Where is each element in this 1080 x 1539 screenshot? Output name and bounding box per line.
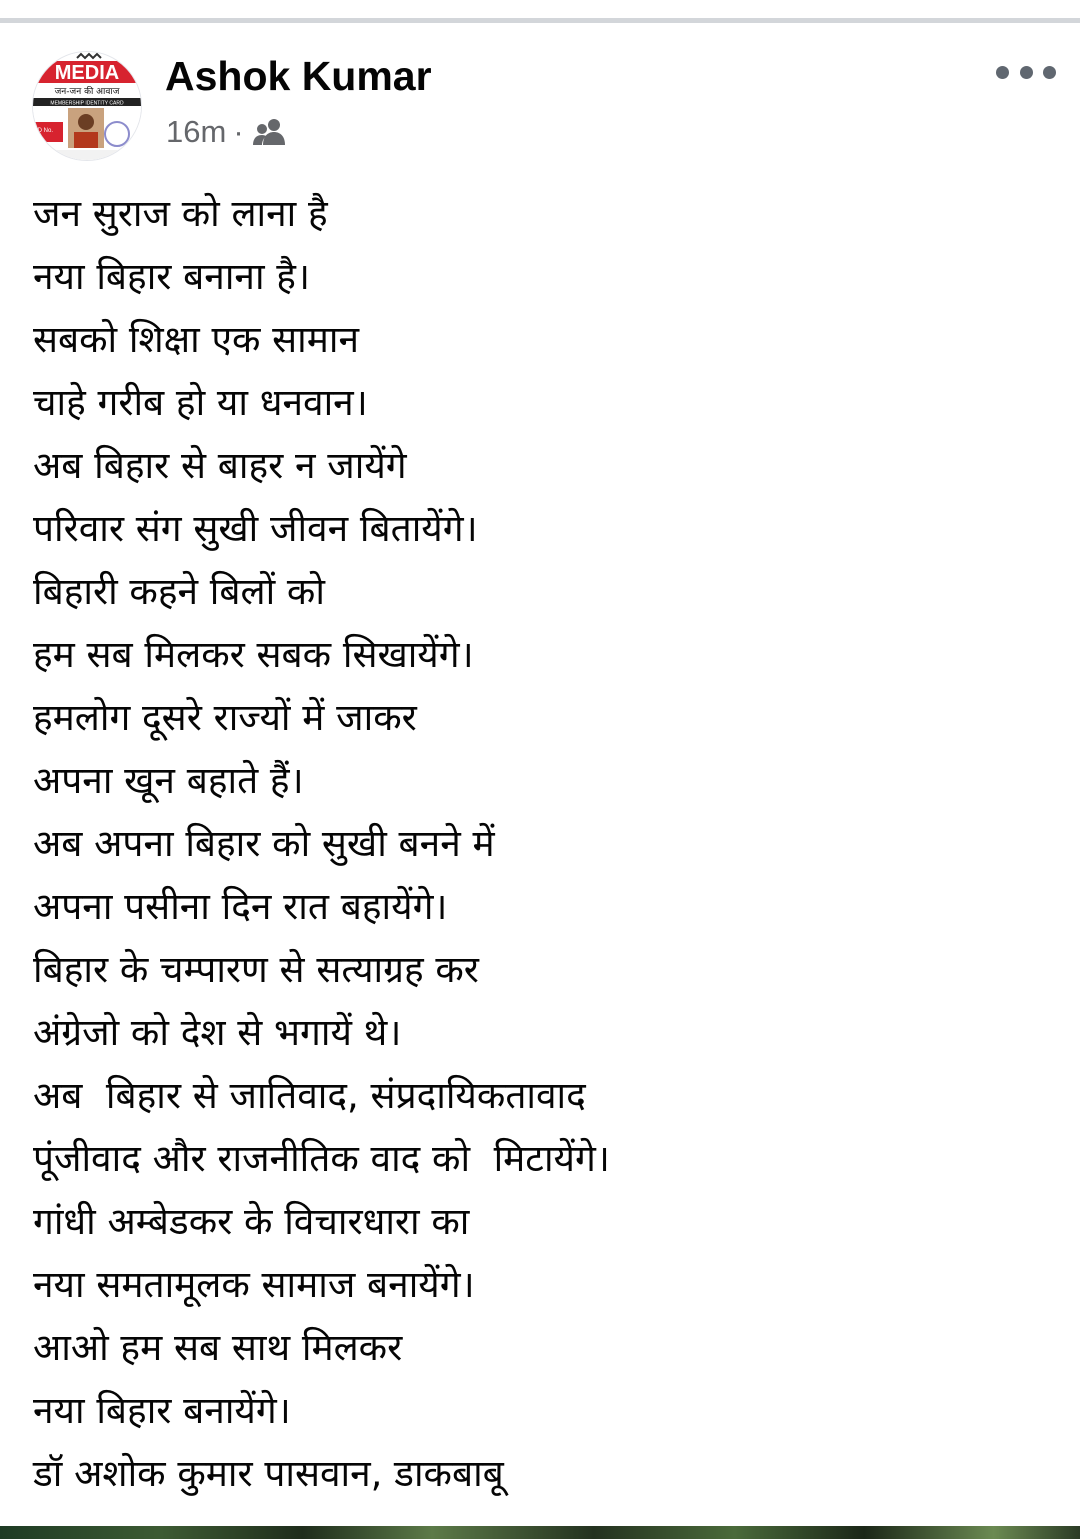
- poem-line: डॉ अशोक कुमार पासवान, डाकबाबू: [33, 1452, 504, 1495]
- poem-line: अपना पसीना दिन रात बहायेंगे।: [33, 885, 448, 928]
- post-meta: [166, 112, 287, 152]
- poem-line: नया समतामूलक सामाज बनायेंगे।: [33, 1263, 475, 1306]
- author-name[interactable]: Ashok Kumar: [165, 53, 432, 99]
- friends-icon: [253, 118, 287, 146]
- poem-line: हमलोग दूसरे राज्यों में जाकर: [33, 696, 417, 739]
- post-timestamp[interactable]: 16m: [166, 114, 227, 149]
- more-options-button[interactable]: [996, 58, 1056, 86]
- badge-tagline: जन-जन की आवाज: [54, 87, 120, 97]
- poem-line: अब बिहार से बाहर न जायेंगे: [33, 444, 407, 487]
- poem-line: अपना खून बहाते हैं।: [33, 759, 304, 802]
- poem-line: हम सब मिलकर सबक सिखायेंगे।: [33, 633, 474, 676]
- poem-line: चाहे गरीब हो या धनवान।: [33, 381, 368, 424]
- more-options-icon-dot: [1043, 66, 1056, 79]
- post-text: [33, 182, 1043, 1505]
- id-label: ID No.: [36, 128, 54, 134]
- more-options-icon: [996, 66, 1009, 79]
- poem-line: बिहार के चम्पारण से सत्याग्रह कर: [33, 948, 479, 991]
- meta-separator: ·: [233, 114, 244, 149]
- poem-line: गांधी अम्बेडकर के विचारधारा का: [33, 1200, 470, 1243]
- media-badge-logo: [33, 52, 141, 160]
- poem-line: अंग्रेजो को देश से भगायें थे।: [33, 1011, 402, 1054]
- card-label: MEMBERSHIP IDENTITY CARD: [50, 100, 124, 107]
- poem-line: बिहारी कहने बिलों को: [33, 570, 325, 613]
- poem-line: सबको शिक्षा एक सामान: [33, 318, 359, 361]
- poem-line: जन सुराज को लाना है: [33, 192, 328, 235]
- poem-line: नया बिहार बनायेंगे।: [33, 1389, 291, 1432]
- badge-text: MEDIA: [54, 62, 120, 84]
- poem-line: नया बिहार बनाना है।: [33, 255, 310, 298]
- poem-line: अब अपना बिहार को सुखी बनने में: [33, 822, 495, 865]
- avatar[interactable]: [33, 52, 141, 160]
- poem-line: अब बिहार से जातिवाद, संप्रदायिकतावाद: [33, 1074, 586, 1117]
- more-options-icon-dot: [1020, 66, 1033, 79]
- poem-line: परिवार संग सुखी जीवन बितायेंगे।: [33, 507, 478, 550]
- post-image-preview[interactable]: [0, 1526, 1080, 1539]
- poem-line: आओ हम सब साथ मिलकर: [33, 1326, 403, 1369]
- poem-line: पूंजीवाद और राजनीतिक वाद को मिटायेंगे।: [33, 1137, 610, 1180]
- top-divider: [0, 0, 1080, 23]
